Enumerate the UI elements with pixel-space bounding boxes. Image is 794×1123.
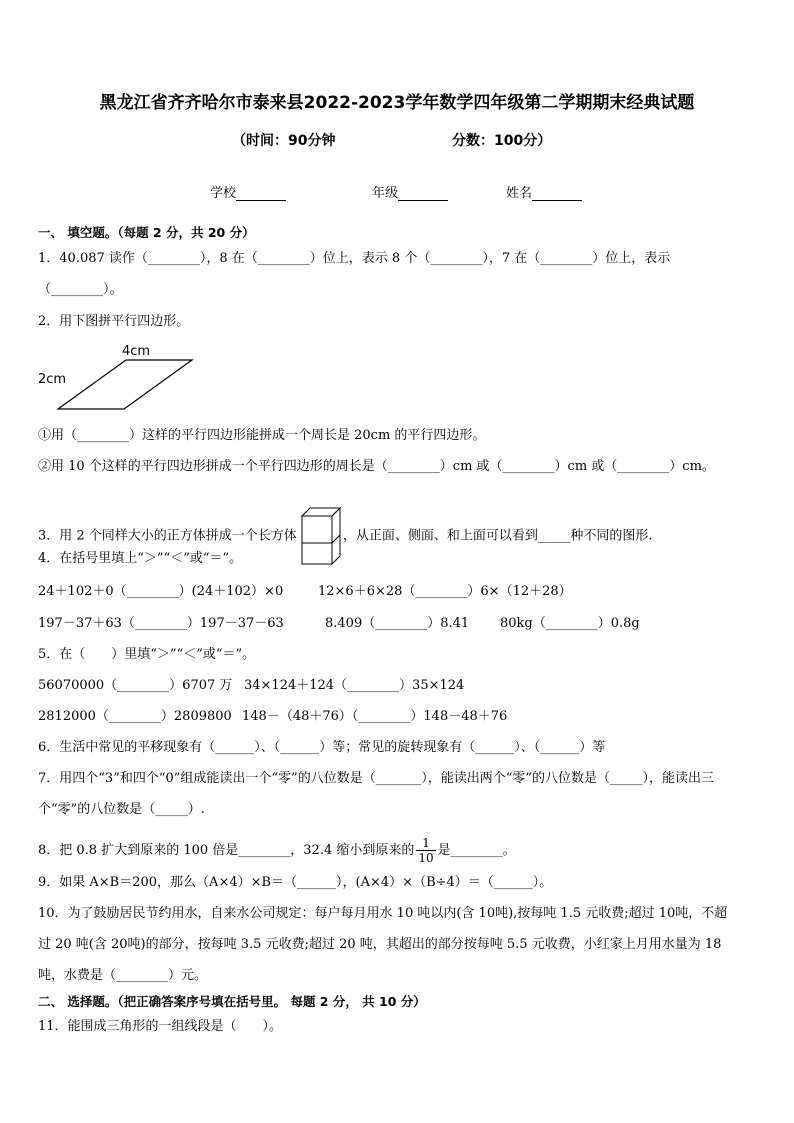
school-field[interactable] [210, 182, 286, 201]
section1-heading: 一、 填空题。（每题 2 分，共 20 分） [38, 225, 255, 240]
q10-line1: 10．为了鼓励居民节约用水，自来水公司规定：每户每月用水 10 吨以内(含 10吨),按每吨 1.5 元收费;超过 10吨，不超 [38, 906, 728, 921]
grade-blank[interactable] [398, 186, 448, 201]
q7-line1: 7．用四个“3”和四个“0”组成能读出一个“零”的八位数是（_______），能读出两个“零”的八位数是（_____），能读出三 [38, 771, 714, 786]
q5-r1c1: 56070000（________）6707 万 [38, 678, 233, 693]
name-field[interactable] [506, 182, 582, 201]
q5-line: 5．在（ ）里填“＞”“＜”或“＝”。 [38, 647, 256, 662]
q3-part1: 3．用 2 个同样大小的正方体拼成一个长方体 [38, 528, 297, 544]
q8-fraction [416, 836, 435, 865]
q4-r2c3: 80kg（________）0.8g [500, 616, 640, 631]
q4-r1c1: 24＋102＋0（________）(24＋102）×0 [38, 584, 284, 599]
exam-title: 黑龙江省齐齐哈尔市泰来县2022-2023学年数学四年级第二学期期末经典试题 [99, 93, 695, 113]
q2-line: 2．用下图拼平行四边形。 [38, 314, 190, 329]
name-blank[interactable] [532, 186, 582, 201]
q8-line [38, 836, 516, 865]
q8-part2: 是________。 [437, 843, 516, 858]
q5-r2c1: 2812000（________）2809800 [38, 709, 232, 724]
q7-line2: 个“零”的八位数是（_____）. [38, 802, 205, 817]
q5-r2c2: 148－（48＋76）（________）148－48＋76 [242, 709, 508, 724]
name-label: 姓名 [506, 186, 533, 201]
q10-line2: 过 20 吨(含 20吨)的部分，按每吨 3.5 元收费;超过 20 吨，其超出的部分按每吨 5.5 元收费，小红家上月用水量为 18 [38, 937, 722, 952]
q2-sub1: ①用（________）这样的平行四边形能拼成一个周长是 20cm 的平行四边形。 [38, 428, 486, 443]
q4-line: 4．在括号里填上“＞”“＜”或“＝”。 [38, 551, 243, 566]
q4-r2c1: 197－37＋63（________）197－37－63 [38, 616, 284, 631]
grade-field[interactable] [372, 182, 448, 201]
exam-score: 分数：100分） [452, 133, 552, 149]
school-blank[interactable] [236, 186, 286, 201]
cuboid-icon [299, 506, 341, 566]
q8-frac-den: 10 [418, 851, 434, 865]
q11-line: 11．能围成三角形的一组线段是（ ）。 [38, 1019, 283, 1034]
q8-frac-num: 1 [416, 836, 435, 851]
section2-heading: 二、 选择题。（把正确答案序号填在括号里。 每题 2 分， 共 10 分） [38, 994, 426, 1009]
parallelogram-top-label: 4cm [122, 344, 151, 359]
parallelogram-side-label: 2cm [38, 372, 67, 387]
q8-part1: 8．把 0.8 扩大到原来的 100 倍是________，32.4 缩小到原来的 [38, 843, 415, 858]
q5-r1c2: 34×124＋124（________）35×124 [244, 678, 465, 693]
q1-line2: （________）。 [38, 282, 123, 297]
school-label: 学校 [210, 186, 237, 201]
parallelogram-figure [34, 340, 204, 415]
q1-line1: 1．40.087 读作（________），8 在（________）位上，表示 8 个（________），7 在（________）位上，表示 [38, 251, 671, 266]
parallelogram-shape [58, 360, 192, 409]
q3-part2: ，从正面、侧面、和上面可以看到_____种不同的图形. [342, 528, 653, 544]
q2-sub2: ②用 10 个这样的平行四边形拼成一个平行四边形的周长是（________）cm 或（________）cm 或（________）cm。 [38, 459, 715, 474]
q6-line: 6．生活中常见的平移现象有（______）、（______）等；常见的旋转现象有（______）、（______）等 [38, 740, 606, 755]
q9-line: 9．如果 A×B＝200，那么（A×4）×B＝（______），(A×4）×（B÷4）＝（______）。 [38, 875, 553, 890]
q10-line3: 吨，水费是（________）元。 [38, 968, 208, 983]
q4-r1c2: 12×6＋6×28（________）6×（12＋28） [318, 584, 572, 599]
grade-label: 年级 [372, 186, 399, 201]
exam-time: （时间：90分钟 [232, 133, 336, 149]
q4-r2c2: 8.409（________）8.41 [325, 616, 470, 631]
